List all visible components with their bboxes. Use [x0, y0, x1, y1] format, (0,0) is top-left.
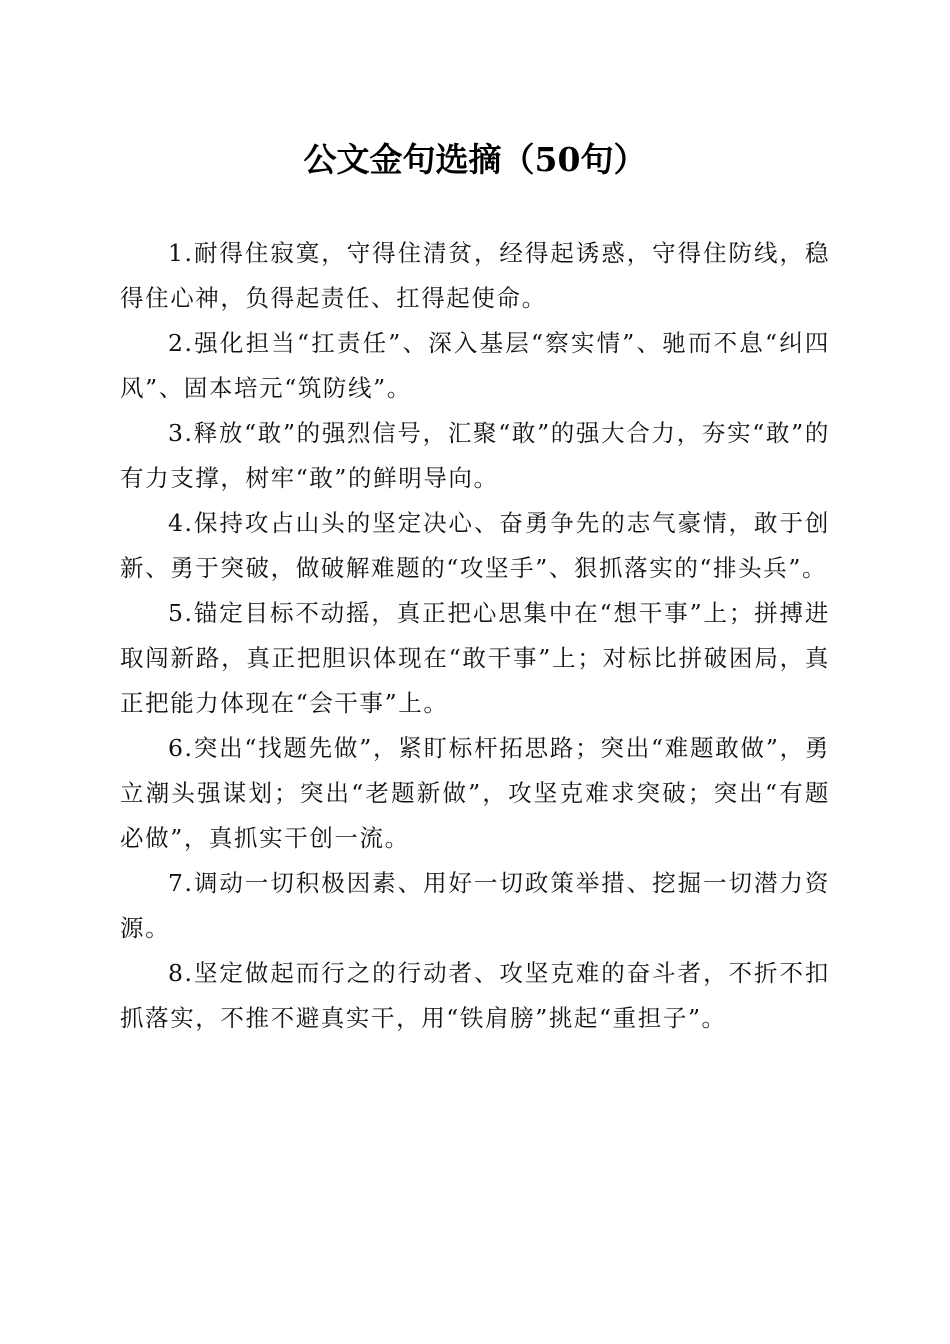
document-body — [120, 231, 830, 1041]
document-title: 公文金句选摘（50句） — [303, 140, 647, 179]
paragraph-8: 8.坚定做起而行之的行动者、攻坚克难的奋斗者，不折不扣抓落实，不推不避真实干，用“铁肩膀”挑起“重担子”。 — [120, 959, 830, 1032]
paragraph-6: 6.突出“找题先做”，紧盯标杆拓思路；突出“难题敢做”，勇立潮头强谋划；突出“老题新做”，攻坚克难求突破；突出“有题必做”，真抓实干创一流。 — [120, 734, 830, 852]
paragraph-5: 5.锚定目标不动摇，真正把心思集中在“想干事”上；拼搏进取闯新路，真正把胆识体现在“敢干事”上；对标比拼破困局，真正把能力体现在“会干事”上。 — [120, 599, 830, 717]
paragraph-1: 1.耐得住寂寞，守得住清贫，经得起诱惑，守得住防线，稳得住心神，负得起责任、扛得起使命。 — [120, 239, 830, 312]
paragraph-7: 7.调动一切积极因素、用好一切政策举措、挖掘一切潜力资源。 — [120, 869, 830, 942]
paragraph-3: 3.释放“敢”的强烈信号，汇聚“敢”的强大合力，夯实“敢”的有力支撑，树牢“敢”的鲜明导向。 — [120, 419, 830, 492]
paragraph-2: 2.强化担当“扛责任”、深入基层“察实情”、驰而不息“纠四风”、固本培元“筑防线”。 — [120, 329, 830, 402]
paragraph-4: 4.保持攻占山头的坚定决心、奋勇争先的志气豪情，敢于创新、勇于突破，做破解难题的“攻坚手”、狠抓落实的“排头兵”。 — [120, 509, 830, 582]
